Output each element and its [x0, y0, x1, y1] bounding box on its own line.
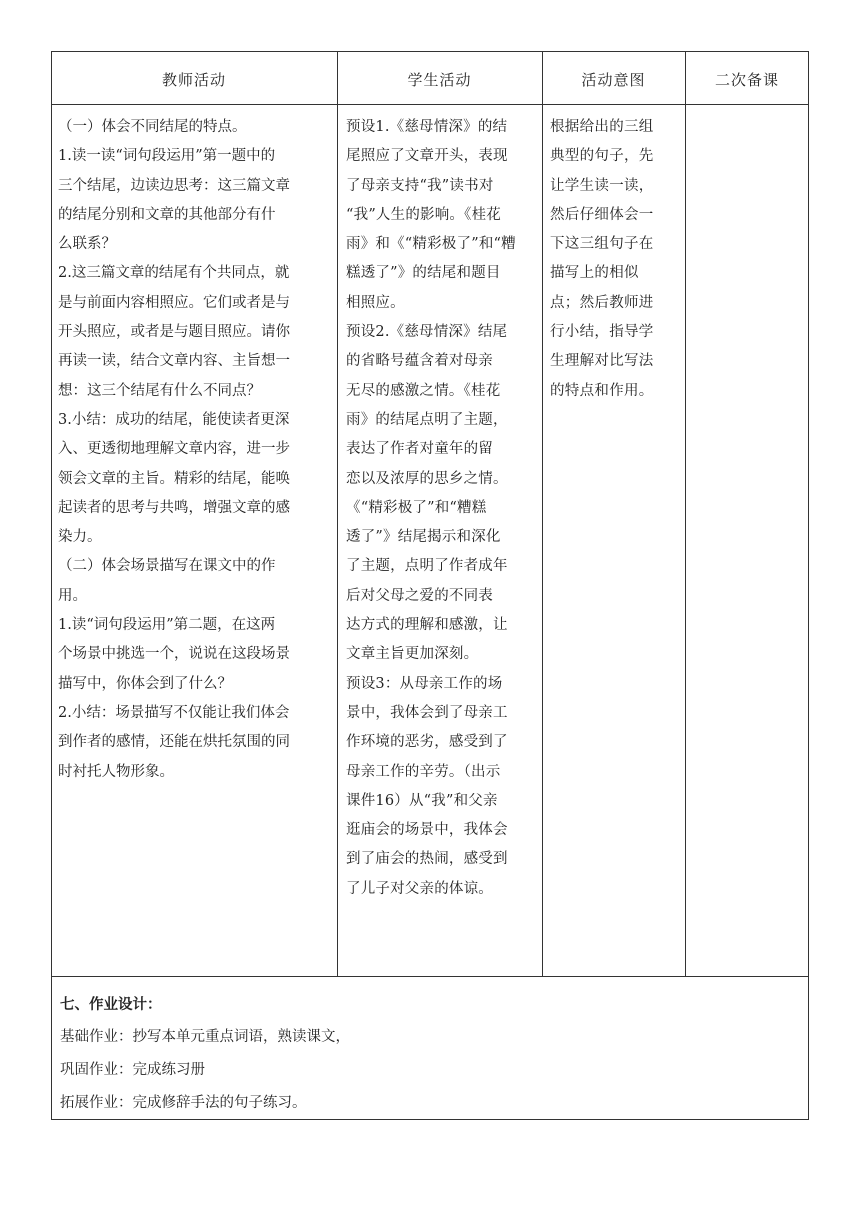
- teacher-line: 2.这三篇文章的结尾有个共同点，就: [58, 265, 290, 282]
- intent-line: 的特点和作用。: [550, 382, 654, 399]
- student-line: 雨》的结尾点明了主题，: [346, 411, 508, 428]
- header-activity-intent: 活动意图: [581, 71, 646, 89]
- homework-item: 基础作业：抄写本单元重点词语，熟读课文，: [60, 1029, 350, 1045]
- teacher-line: （二）体会场景描写在课文中的作: [58, 558, 276, 575]
- student-line: 的省略号蕴含着对母亲: [346, 353, 493, 370]
- teacher-line: 么联系？: [58, 236, 116, 253]
- intent-line: 生理解对比写法: [550, 353, 654, 370]
- intent-line: 描写上的相似: [550, 265, 639, 282]
- intent-line: 然后仔细体会一: [550, 206, 654, 223]
- teacher-line: 是与前面内容相照应。它们或者是与: [58, 294, 290, 311]
- teacher-line: 时衬托人物形象。: [58, 763, 174, 780]
- student-line: 糕透了”》的结尾和题目: [346, 265, 501, 282]
- student-line: 到了庙会的热闹，感受到: [346, 851, 508, 868]
- header-second-prep: 二次备课: [714, 71, 779, 89]
- teacher-line: 开头照应，或者是与题目照应。请你: [58, 324, 290, 341]
- student-line: 尾照应了文章开头，表现: [346, 148, 508, 165]
- activity-intent-cell: [550, 113, 680, 406]
- student-line: 逛庙会的场景中，我体会: [346, 822, 508, 839]
- student-line: 了主题，点明了作者成年: [346, 558, 508, 575]
- teacher-line: 3.小结：成功的结尾，能使读者更深: [58, 411, 290, 428]
- teacher-line: 的结尾分别和文章的其他部分有什: [58, 206, 276, 223]
- intent-line: 让学生读一读，: [550, 177, 654, 194]
- intent-line: 行小结，指导学: [550, 324, 654, 341]
- student-line: 了母亲支持“我”读书对: [346, 177, 494, 194]
- homework-item: 巩固作业：完成练习册: [60, 1062, 205, 1078]
- teacher-line: 用。: [58, 587, 87, 604]
- column-divider-3: [685, 51, 686, 977]
- header-student-activity: 学生活动: [407, 71, 472, 89]
- student-line: 了儿子对父亲的体谅。: [346, 880, 493, 897]
- teacher-line: 入、更透彻地理解文章内容，进一步: [58, 441, 290, 458]
- header-teacher-activity: 教师活动: [161, 71, 226, 89]
- student-line: 雨》和《“精彩极了”和“糟: [346, 236, 516, 253]
- teacher-activity-cell: [58, 113, 333, 787]
- teacher-line: 想：这三个结尾有什么不同点？: [58, 382, 261, 399]
- student-line: 恋以及浓厚的思乡之情。: [346, 470, 508, 487]
- intent-line: 下这三组句子在: [550, 236, 654, 253]
- teacher-line: 2.小结：场景描写不仅能让我们体会: [58, 704, 290, 721]
- teacher-line: 1.读一读“词句段运用”第一题中的: [58, 148, 276, 165]
- homework-title: 七、作业设计：: [60, 996, 162, 1013]
- intent-line: 根据给出的三组: [550, 119, 654, 135]
- intent-line: 点；然后教师进: [550, 294, 654, 311]
- homework-section: [60, 988, 800, 1120]
- teacher-line: 染力。: [58, 529, 102, 546]
- teacher-line: 1.读“词句段运用”第二题，在这两: [58, 617, 276, 634]
- student-line: 相照应。: [346, 294, 405, 311]
- student-line: “我”人生的影响。《桂花: [346, 206, 501, 223]
- student-line: 文章主旨更加深刻。: [346, 646, 479, 663]
- student-line: 母亲工作的辛劳。（出示: [346, 763, 501, 780]
- teacher-line: 三个结尾，边读边思考：这三篇文章: [58, 177, 290, 194]
- teacher-line: 个场景中挑选一个，说说在这段场景: [58, 646, 290, 663]
- student-line: 达方式的理解和感激，让: [346, 617, 508, 634]
- student-line: 后对父母之爱的不同表: [346, 587, 493, 604]
- student-line: 景中，我体会到了母亲工: [346, 704, 508, 721]
- student-activity-cell: [346, 113, 538, 904]
- teacher-line: 到作者的感情，还能在烘托氛围的同: [58, 734, 290, 751]
- teacher-line: 领会文章的主旨。精彩的结尾，能唤: [58, 470, 290, 487]
- intent-line: 典型的句子，先: [550, 148, 654, 165]
- homework-item: 拓展作业：完成修辞手法的句子练习。: [60, 1095, 307, 1111]
- column-divider-1: [337, 51, 338, 977]
- student-line: 作环境的恶劣，感受到了: [346, 734, 508, 751]
- teacher-line: （一）体会不同结尾的特点。: [58, 119, 247, 135]
- student-line: 无尽的感激之情。《桂花: [346, 382, 501, 399]
- column-divider-2: [542, 51, 543, 977]
- teacher-line: 起读者的思考与共鸣，增强文章的感: [58, 499, 290, 516]
- teacher-line: 描写中，你体会到了什么？: [58, 675, 232, 692]
- student-line: 预设3：从母亲工作的场: [346, 675, 503, 692]
- student-line: 《“精彩极了”和“糟糕: [346, 499, 487, 516]
- student-line: 表达了作者对童年的留: [346, 441, 493, 458]
- homework-divider: [51, 976, 809, 977]
- student-line: 透了”》结尾揭示和深化: [346, 529, 501, 546]
- student-line: 预设1.《慈母情深》的结: [346, 119, 508, 135]
- student-line: 课件16）从“我”和父亲: [346, 792, 498, 809]
- teacher-line: 再读一读，结合文章内容、主旨想一: [58, 353, 290, 370]
- student-line: 预设2.《慈母情深》结尾: [346, 324, 508, 341]
